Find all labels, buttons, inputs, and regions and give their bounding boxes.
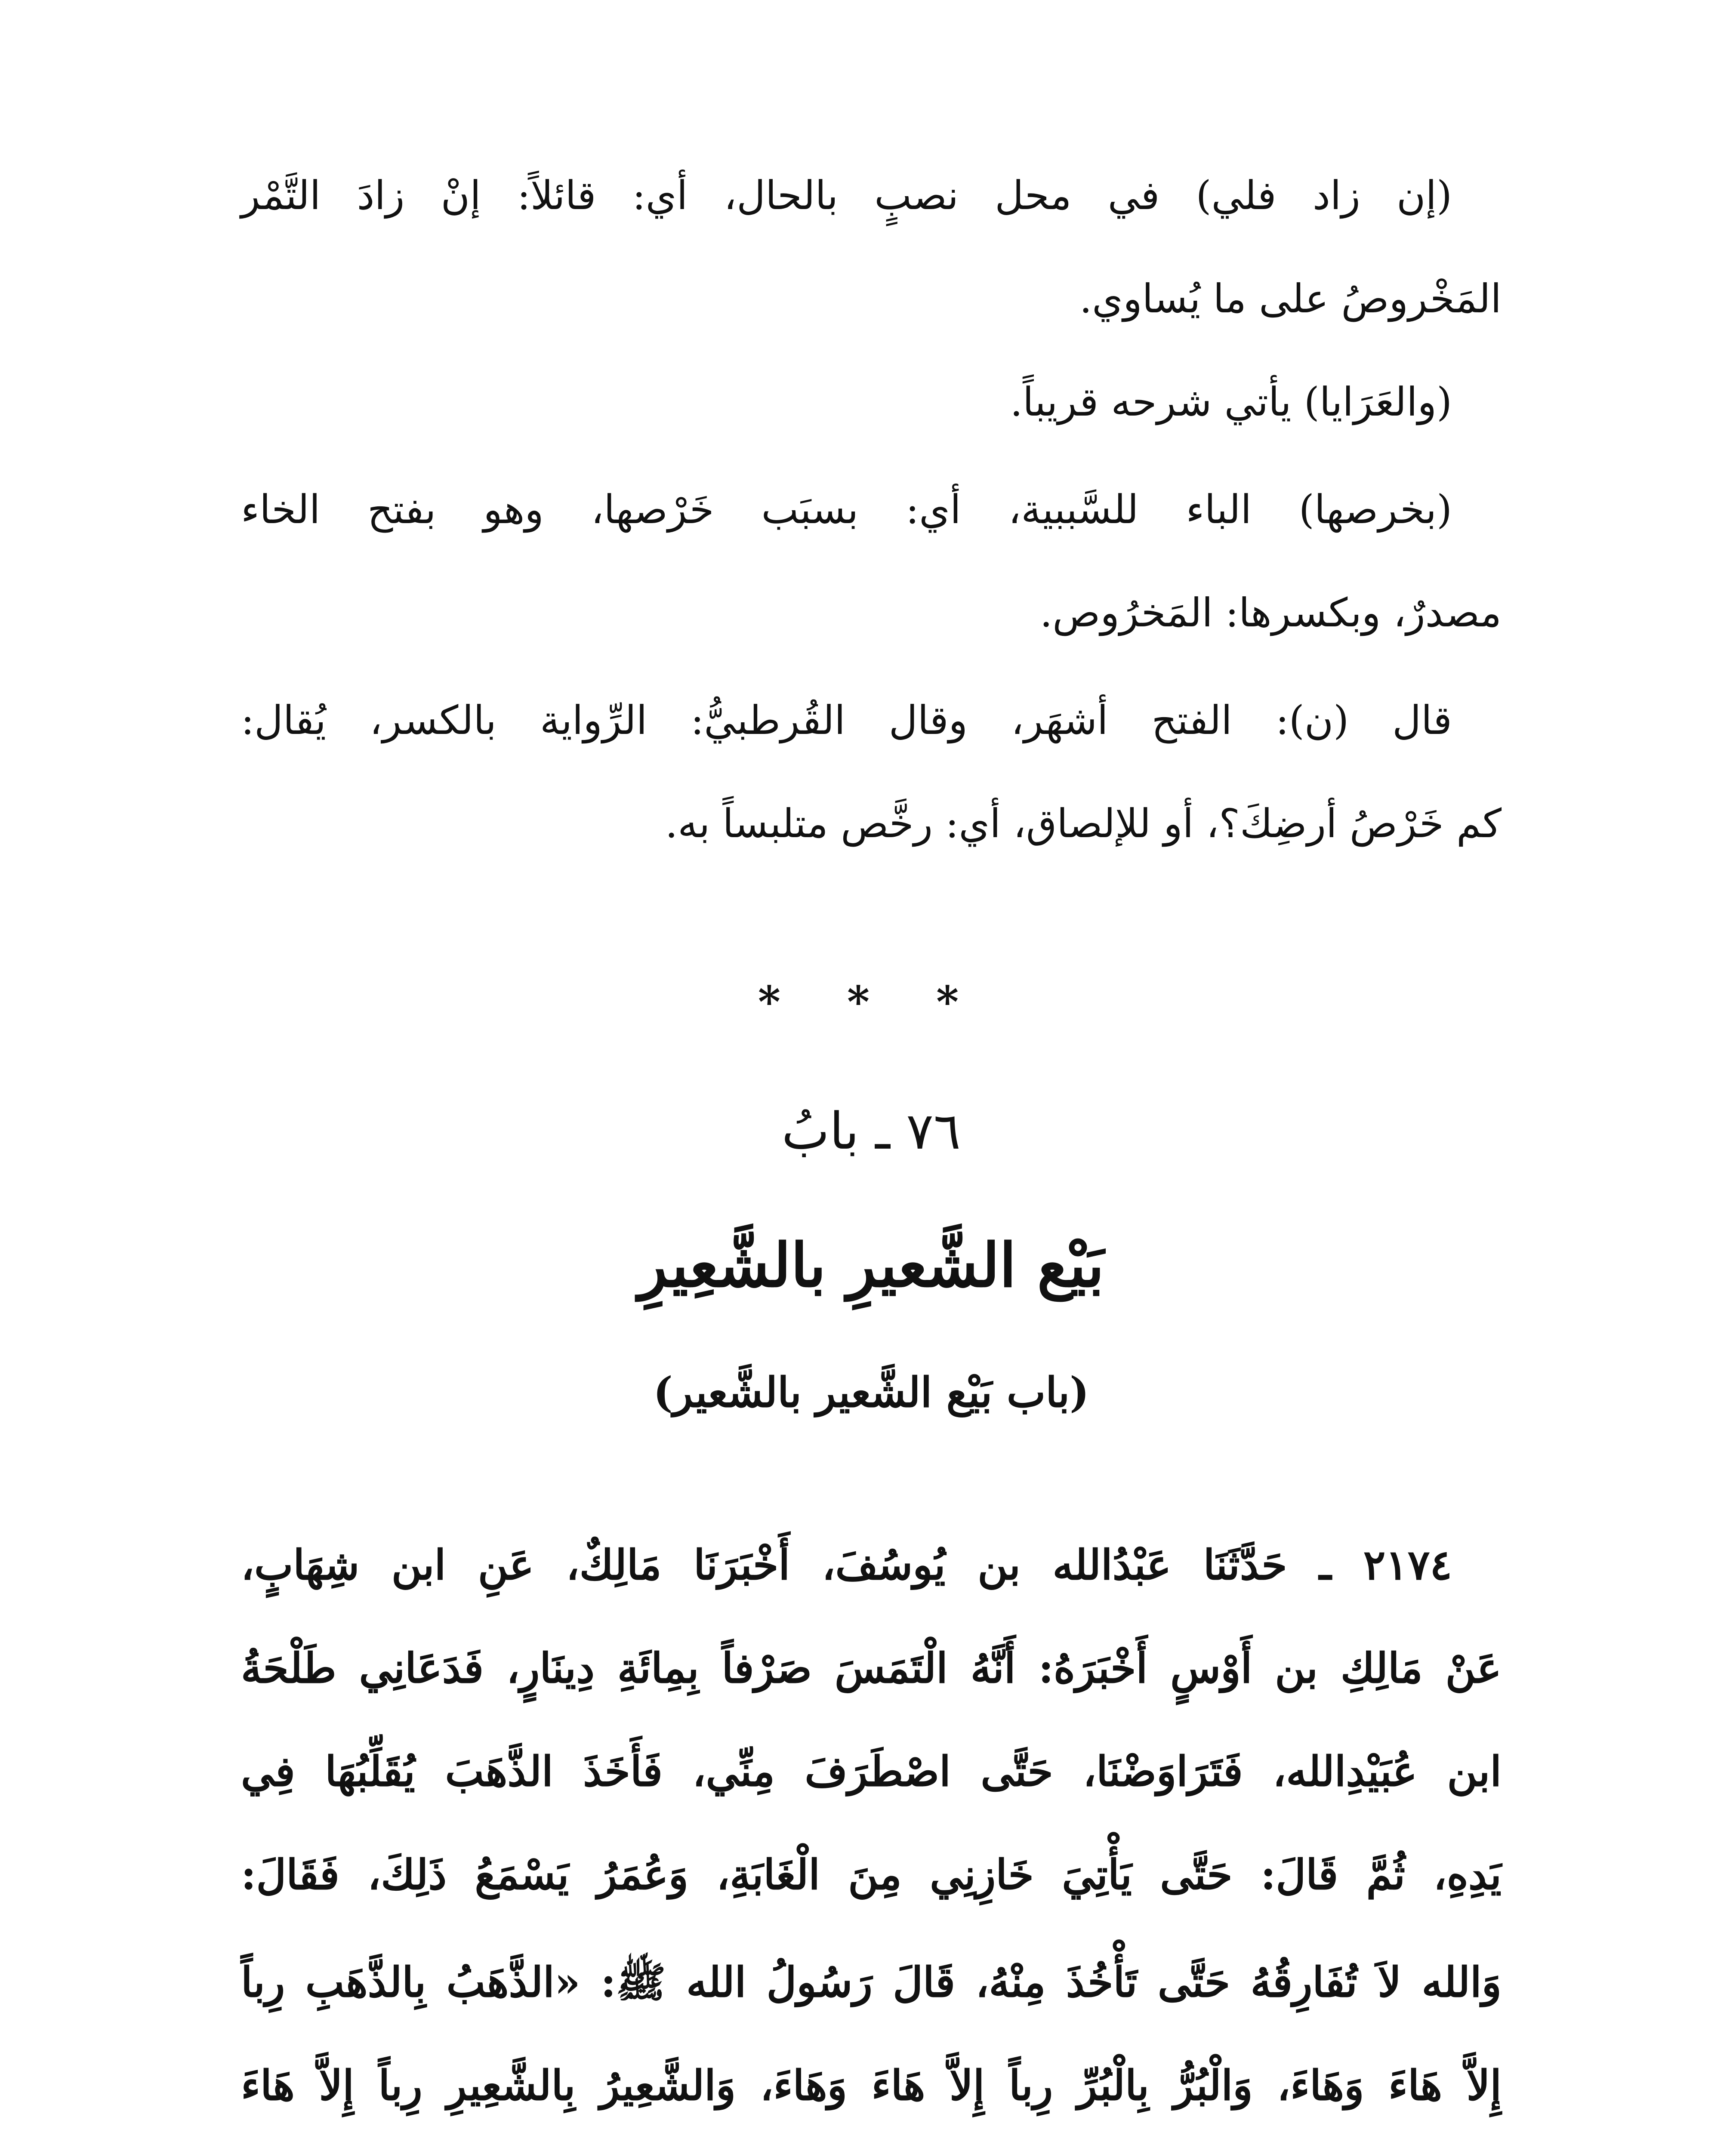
chapter-title: بَيْع الشَّعيرِ بالشَّعِيرِ	[638, 1230, 1104, 1301]
hadith-line: عَنْ مَالِكِ بن أَوْسٍ أَخْبَرَهُ: أَنَّهُ الْتَمَسَ صَرْفاً بِمِائَةِ دِينَارٍ، فَدَعَانِي طَلْحَةُ	[241, 1644, 1502, 1692]
hadith-line: إِلاَّ هَاءَ وَهَاءَ، وَالْبُرُّ بِالْبُرِّ رِباً إِلاَّ هَاءَ وَهَاءَ، وَالشَّعِيرُ بِالشَّعِيرِ رِباً إِلاَّ هَاءَ	[241, 2061, 1502, 2110]
commentary-line: (والعَرَايا) يأتي شرحه قريباً.	[1010, 379, 1452, 425]
hadith-line: ٢١٧٤ ـ حَدَّثَنَا عَبْدُالله بن يُوسُفَ، أَخْبَرَنَا مَالِكٌ، عَنِ ابن شِهَابٍ،	[241, 1541, 1452, 1589]
commentary-line: مصدرٌ، وبكسرها: المَخرُوص.	[1039, 590, 1502, 636]
commentary-line: كم خَرْصُ أرضِكَ؟، أو للإلصاق، أي: رخَّص متلبساً به.	[665, 801, 1502, 847]
book-page	[241, 0, 1502, 2151]
section-separator: * * *	[758, 977, 985, 1027]
chapter-subtitle: (باب بَيْع الشَّعير بالشَّعير)	[653, 1368, 1089, 1417]
chapter-number: ٧٦ ـ بابُ	[781, 1101, 961, 1161]
commentary-line: (إن زاد فلي) في محل نصبٍ بالحال، أي: قائلاً: إنْ زادَ التَّمْر	[241, 173, 1452, 219]
hadith-line: وَالله لاَ تُفَارِقُهُ حَتَّى تَأْخُذَ مِنْهُ، قَالَ رَسُولُ الله ﷺ: «الذَّهَبُ بِالذَّهَبِ رِباً	[241, 1958, 1502, 2006]
commentary-line: المَخْروصُ على ما يُساوي.	[1079, 276, 1502, 322]
hadith-line: ابن عُبَيْدِالله، فَتَرَاوَضْنَا، حَتَّى اصْطَرَفَ مِنِّي، فَأَخَذَ الذَّهَبَ يُقَلِّبُهَا فِي	[241, 1747, 1502, 1796]
hadith-line: يَدِهِ، ثُمَّ قَالَ: حَتَّى يَأْتِيَ خَازِنِي مِنَ الْغَابَةِ، وَعُمَرُ يَسْمَعُ ذَلِكَ، فَقَالَ:	[241, 1850, 1502, 1899]
commentary-line: (بخرصها) الباء للسَّببية، أي: بسبَب خَرْصها، وهو بفتح الخاء	[241, 487, 1452, 533]
commentary-line: قال (ن): الفتح أشهَر، وقال القُرطبيُّ: الرِّواية بالكسر، يُقال:	[241, 697, 1452, 743]
